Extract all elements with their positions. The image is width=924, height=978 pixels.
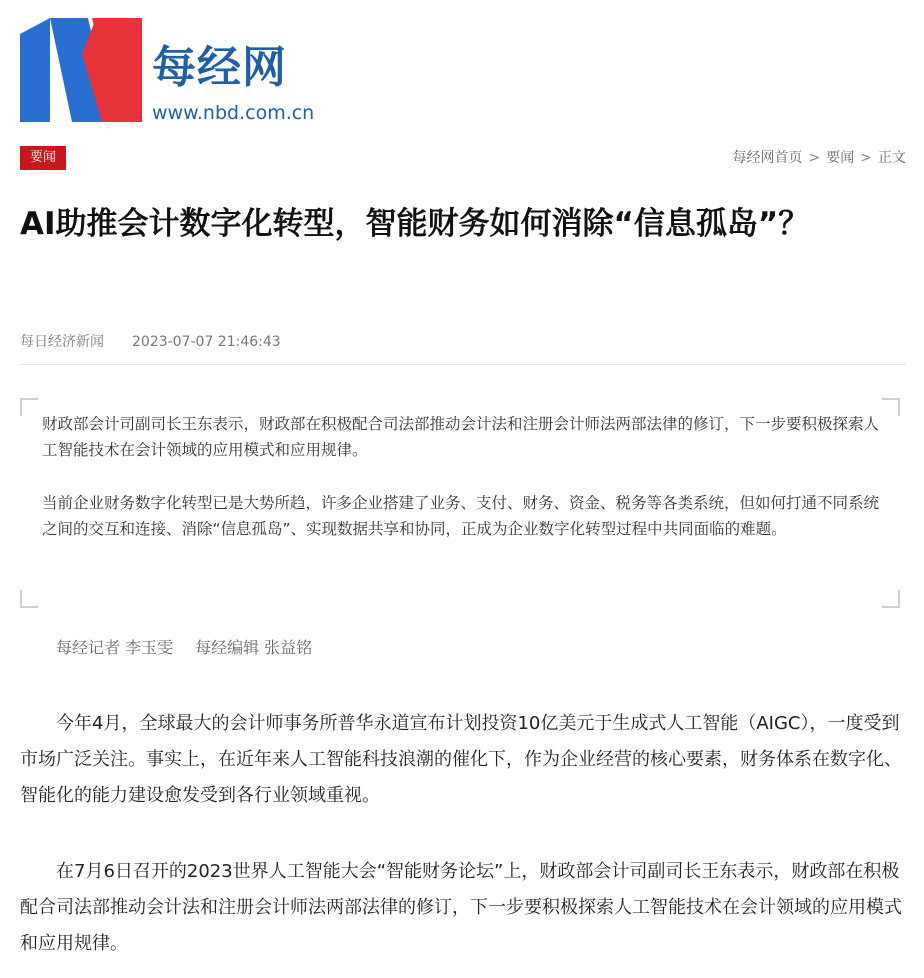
section-tag[interactable]: 要闻 [20, 146, 66, 170]
article-credits [56, 636, 312, 660]
body-paragraph: 今年4月，全球最大的会计师事务所普华永道宣布计划投资10亿美元于生成式人工智能（AIGC），一度受到市场广泛关注。事实上，在近年来人工智能科技浪潮的催化下，作为企业经营的核心要素，财务体系在数字化、智能化的能力建设愈发受到各行业领域重视。 [20, 713, 902, 806]
article-source: 每日经济新闻 [20, 334, 104, 350]
article-summary [20, 398, 900, 608]
logo-name: 每经网 [152, 42, 287, 93]
breadcrumb-separator: > [860, 150, 872, 166]
breadcrumb [733, 148, 906, 168]
article-date: 2023-07-07 21:46:43 [132, 334, 281, 350]
article-meta [20, 332, 281, 352]
breadcrumb-home[interactable]: 每经网首页 [732, 150, 803, 166]
summary-paragraph: 当前企业财务数字化转型已是大势所趋，许多企业搭建了业务、支付、财务、资金、税务等各类系统，但如何打通不同系统之间的交互和连接、消除“信息孤岛”、实现数据共享和协同，正成为企业数字化转型过程中共同面临的难题。 [42, 494, 880, 538]
site-logo[interactable] [20, 18, 320, 126]
summary-corner [20, 590, 38, 608]
summary-paragraph: 财政部会计司副司长王东表示，财政部在积极配合司法部推动会计法和注册会计师法两部法律的修订，下一步要积极探索人工智能技术在会计领域的应用模式和应用规律。 [42, 415, 880, 459]
summary-corner [20, 398, 38, 416]
article-title: AI助推会计数字化转型，智能财务如何消除“信息孤岛”？ [20, 206, 810, 242]
logo-url: www.nbd.com.cn [152, 102, 315, 124]
breadcrumb-section[interactable]: 要闻 [826, 150, 855, 166]
body-paragraph: 在7月6日召开的2023世界人工智能大会“智能财务论坛”上，财政部会计司副司长王东表示，财政部在积极配合司法部推动会计法和注册会计师法两部法律的修订，下一步要积极探索人工智能技术在会计领域的应用模式和应用规律。 [20, 861, 902, 954]
breadcrumb-current: 正文 [878, 150, 906, 166]
meta-divider [20, 364, 906, 365]
editor: 每经编辑 张益铭 [195, 638, 313, 657]
nbd-logo-icon [20, 18, 142, 122]
reporter: 每经记者 李玉雯 [56, 638, 174, 657]
summary-corner [882, 590, 900, 608]
breadcrumb-separator: > [808, 150, 821, 166]
